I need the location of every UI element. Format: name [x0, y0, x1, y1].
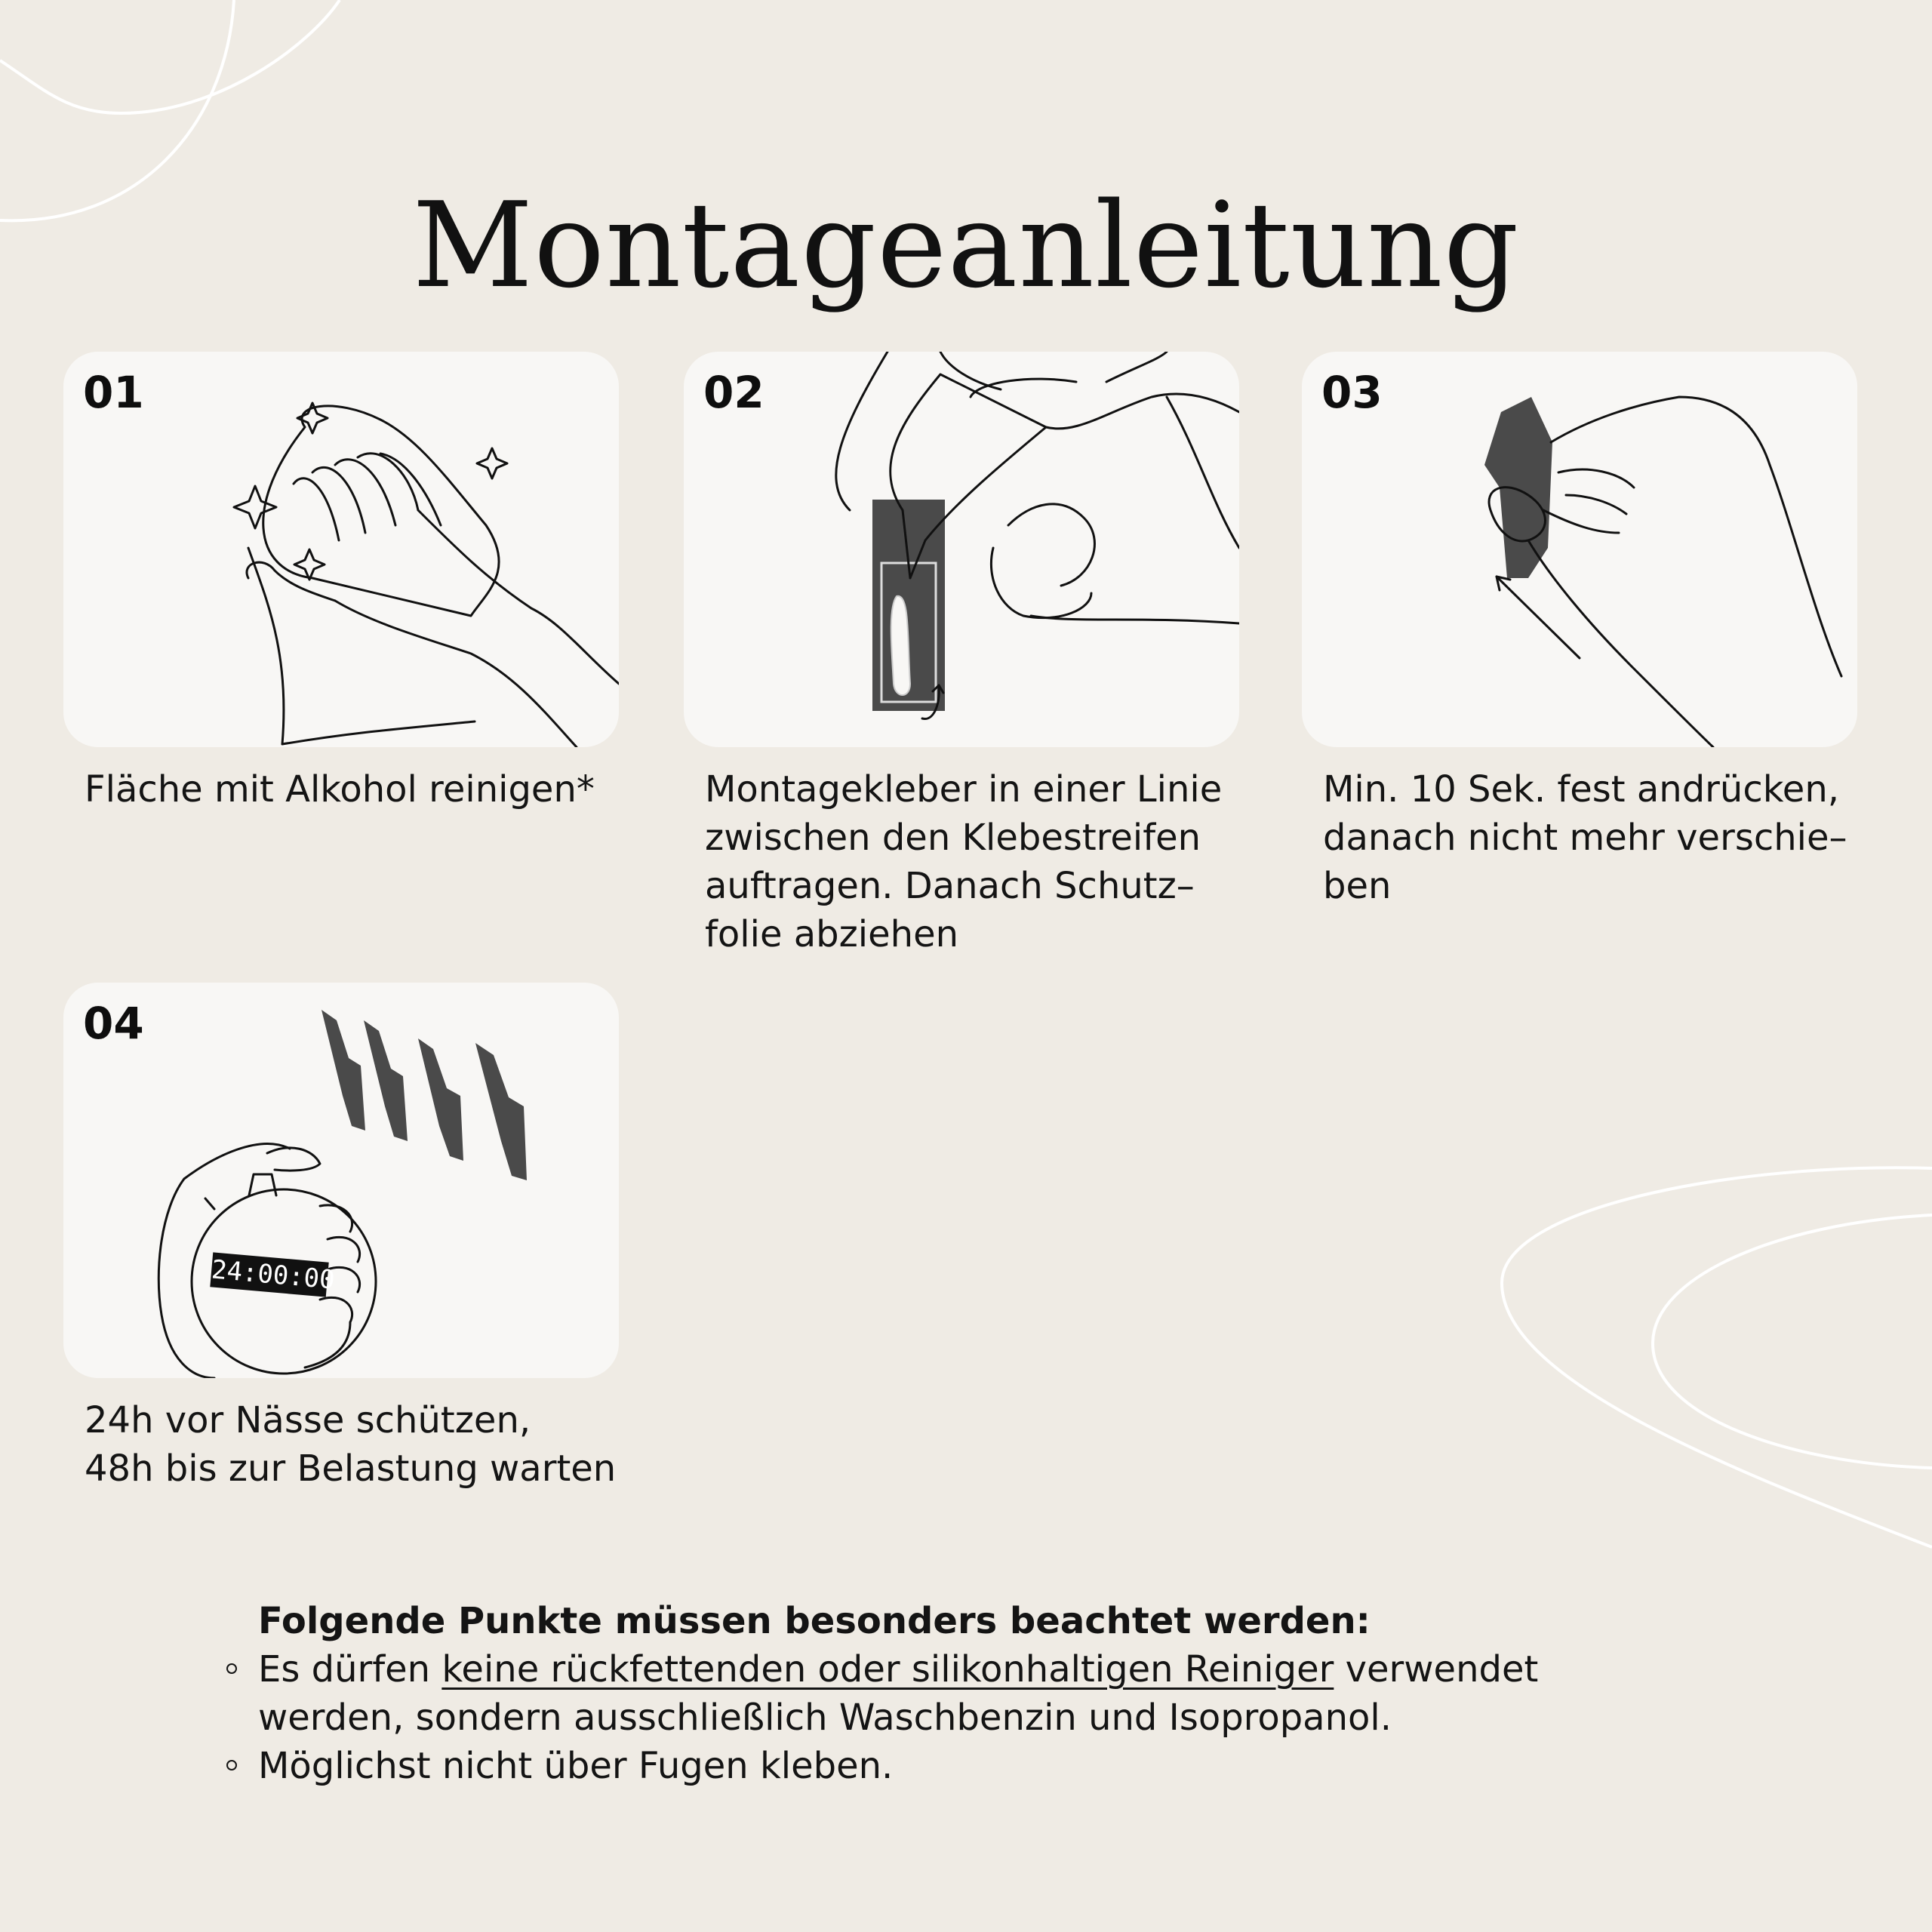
caption-line: danach nicht mehr verschie– — [1323, 817, 1847, 859]
important-notes — [258, 1597, 1538, 1790]
caption-line: zwischen den Klebestreifen — [705, 817, 1201, 859]
cleaning-hand-illustration — [63, 352, 619, 747]
hook-icon — [364, 1020, 408, 1141]
press-hook-illustration — [1302, 352, 1857, 747]
page-title: Montageanleitung — [412, 176, 1520, 314]
bullet-icon — [226, 1760, 237, 1770]
bullet-icon — [226, 1663, 237, 1674]
caption-line: 48h bis zur Belastung warten — [85, 1447, 617, 1490]
caption-line: Fläche mit Alkohol reinigen* — [85, 768, 595, 811]
note-text: verwendet — [1334, 1648, 1539, 1690]
step-card-04 — [63, 983, 619, 1378]
notes-heading: Folgende Punkte müssen besonders beachtet werden: — [258, 1600, 1371, 1642]
stopwatch-illustration — [63, 983, 619, 1378]
step-caption-02 — [705, 765, 1278, 958]
step-card-03 — [1302, 352, 1857, 747]
step-number: 02 — [703, 367, 764, 418]
caption-line: 24h vor Nässe schützen, — [85, 1399, 531, 1441]
step-number: 04 — [83, 998, 144, 1049]
hook-icon — [475, 1043, 527, 1180]
step-card-02 — [684, 352, 1239, 747]
timer-display: 24:00:00 — [210, 1254, 337, 1296]
caption-line: Montagekleber in einer Linie — [705, 768, 1223, 811]
step-number: 03 — [1321, 367, 1383, 418]
note-item — [258, 1742, 1538, 1790]
step-caption-01 — [85, 765, 658, 814]
caption-line: auftragen. Danach Schutz– — [705, 865, 1195, 907]
step-number: 01 — [83, 367, 144, 418]
caption-line: Min. 10 Sek. fest andrücken, — [1323, 768, 1839, 811]
step-caption-04 — [85, 1396, 658, 1493]
note-text: Es dürfen — [258, 1648, 442, 1690]
step-caption-03 — [1323, 765, 1897, 910]
note-emphasis: keine rückfettenden oder silikonhaltigen Reiniger — [441, 1648, 1334, 1690]
hook-icon — [321, 1010, 365, 1131]
note-item — [258, 1645, 1538, 1694]
hook-icon — [418, 1038, 463, 1161]
caption-line: ben — [1323, 865, 1392, 907]
note-item-continuation: werden, sondern ausschließlich Waschbenzin und Isopropanol. — [258, 1697, 1392, 1739]
step-card-01 — [63, 352, 619, 747]
glue-application-illustration — [684, 352, 1239, 747]
note-text: Möglichst nicht über Fugen kleben. — [258, 1745, 894, 1787]
caption-line: folie abziehen — [705, 913, 959, 955]
